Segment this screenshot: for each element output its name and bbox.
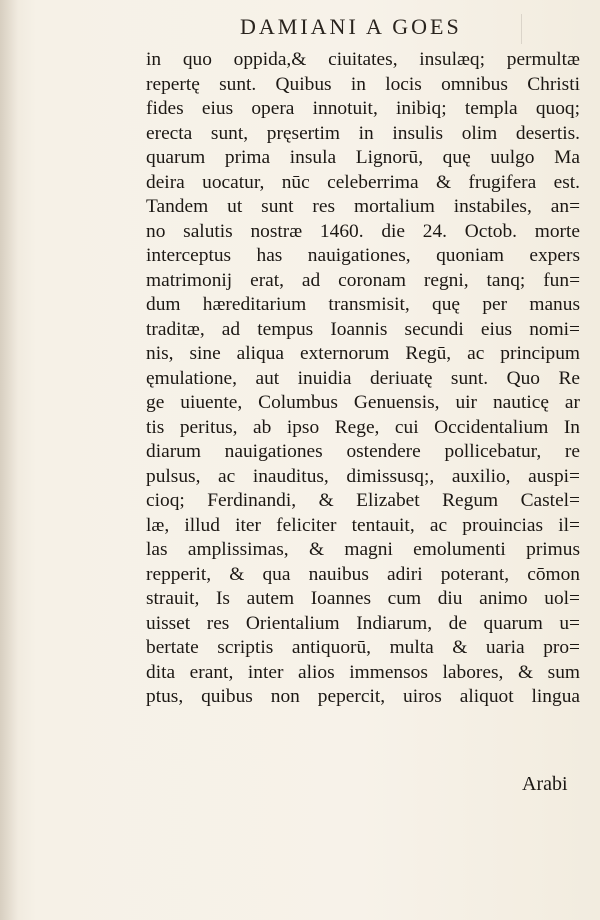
text-line: strauit, Is autem Ioannes cum diu animo uol= bbox=[146, 588, 580, 609]
text-line: diarum nauigationes ostendere pollicebatur, re bbox=[146, 441, 580, 462]
text-line: ęmulatione, aut inuidia deriuatę sunt. Quo Re bbox=[146, 367, 580, 389]
text-line: bertate scriptis antiquorū, multa & uaria pro= bbox=[146, 637, 580, 658]
text-line: ptus, quibus non pepercit, uiros aliquot lingua bbox=[146, 686, 580, 707]
text-line: traditæ, ad tempus Ioannis secundi eius nomi= bbox=[146, 318, 580, 340]
text-line: erecta sunt, pręsertim in insulis olim desertis. bbox=[146, 122, 580, 144]
text-line: repperit, & qua nauibus adiri poterant, cōmon bbox=[146, 563, 580, 585]
text-line: nis, sine aliqua externorum Regū, ac principum bbox=[146, 343, 580, 364]
text-line: repertę sunt. Quibus in locis omnibus Christi bbox=[146, 73, 580, 95]
text-line: tis peritus, ab ipso Rege, cui Occidentalium In bbox=[146, 416, 580, 438]
text-line: ge uiuente, Columbus Genuensis, uir nauticę ar bbox=[146, 392, 580, 413]
running-head: DAMIANI A GOES bbox=[240, 14, 462, 39]
text-line: interceptus has nauigationes, quoniam expers bbox=[146, 245, 580, 266]
text-line: Tandem ut sunt res mortalium instabiles, an= bbox=[146, 196, 580, 217]
text-line: fides eius opera innotuit, inibiq; templa quoq; bbox=[146, 98, 580, 119]
text-line: dum hæreditarium transmisit, quę per manus bbox=[146, 294, 580, 315]
gutter-shadow bbox=[0, 0, 18, 920]
text-line: læ, illud iter feliciter tentauit, ac prouincias il= bbox=[146, 514, 580, 536]
text-line: pulsus, ac inauditus, dimissusq;, auxilio, auspi= bbox=[146, 465, 580, 487]
text-line: quarum prima insula Lignorū, quę uulgo Ma bbox=[146, 147, 580, 168]
text-line: in quo oppida,& ciuitates, insulæq; permultæ bbox=[146, 49, 580, 70]
text-line: matrimonij erat, ad coronam regni, tanq; fun= bbox=[146, 269, 580, 291]
text-line: deira uocatur, nūc celeberrima & frugifera est. bbox=[146, 171, 580, 193]
page-edge-mark bbox=[521, 14, 522, 44]
text-block bbox=[146, 48, 580, 710]
text-line: no salutis nostræ 1460. die 24. Octob. morte bbox=[146, 220, 580, 242]
catchword: Arabi bbox=[522, 773, 568, 795]
text-line: cioq; Ferdinandi, & Elizabet Regum Castel= bbox=[146, 490, 580, 511]
text-line: las amplissimas, & magni emolumenti primus bbox=[146, 539, 580, 560]
text-line: uisset res Orientalium Indiarum, de quarum u= bbox=[146, 612, 580, 634]
text-line: dita erant, inter alios immensos labores, & sum bbox=[146, 661, 580, 683]
